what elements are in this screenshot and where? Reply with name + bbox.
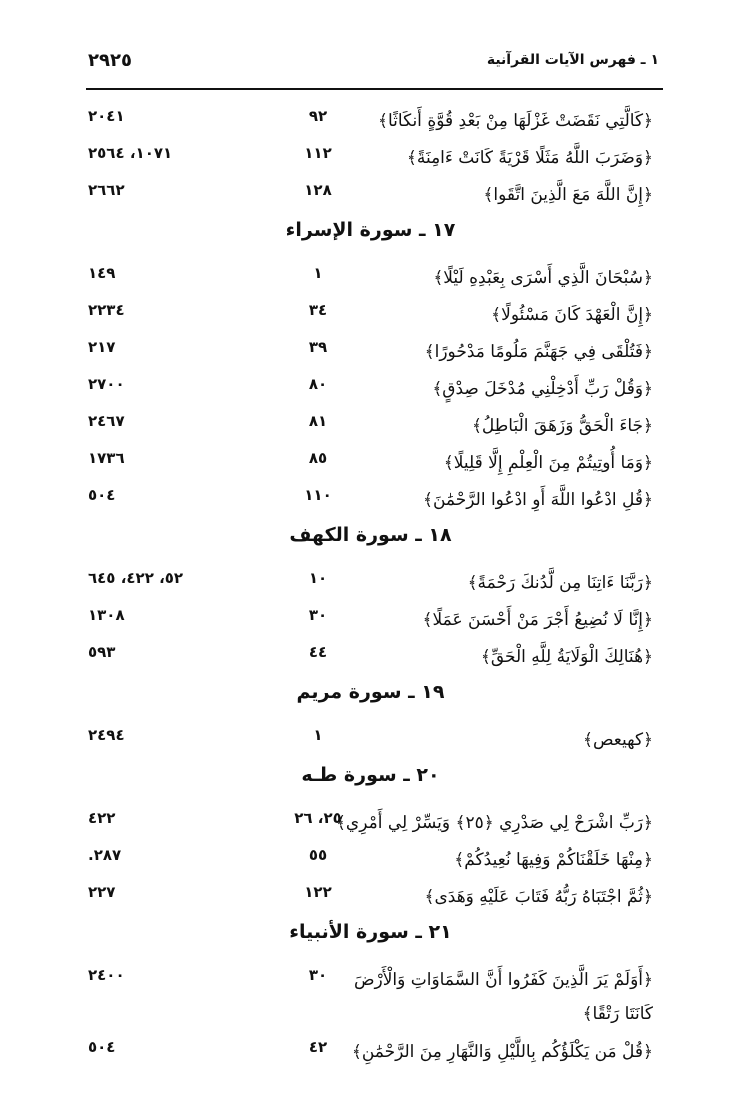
running-title: ١ ـ فهرس الآيات القرآنية	[486, 52, 659, 68]
ayah-number: ٩٢	[308, 107, 328, 125]
verse-text: ﴿وَمَا أُوتِيتُمْ مِنَ الْعِلْمِ إِلَّا قَلِيلًا﴾	[443, 453, 653, 473]
surah-title: ٢١ ـ سورة الأنبياء	[289, 921, 452, 943]
verse-text: ﴿هُنَالِكَ الْوَلَايَةُ لِلَّهِ الْحَقِّ﴾	[480, 647, 653, 667]
verse-text: ﴿قُلِ ادْعُوا اللَّهَ أَوِ ادْعُوا الرَّحْمَٰنَ﴾	[423, 490, 653, 510]
index-row	[88, 442, 653, 479]
index-row	[88, 294, 653, 331]
ayah-number: ١٢٨	[304, 181, 332, 199]
verse-text: ﴿ثُمَّ اجْتَبَاهُ رَبُّهُ فَتَابَ عَلَيْهِ وَهَدَى﴾	[424, 887, 653, 907]
index-row	[88, 876, 653, 913]
index-row	[88, 599, 653, 636]
verse-text: ﴿إِنَّا لَا نُضِيعُ أَجْرَ مَنْ أَحْسَنَ عَمَلًا﴾	[422, 610, 653, 630]
surah-heading	[88, 756, 653, 802]
ayah-number: ٤٤	[308, 643, 328, 661]
verse-text: ﴿رَبِّ اشْرَحْ لِي صَدْرِي ﴿٢٥﴾ وَيَسِّرْ لِي أَمْرِي﴾	[335, 813, 653, 833]
surah-title: ١٨ ـ سورة الكهف	[289, 524, 452, 546]
index-row	[88, 802, 653, 839]
surah-heading	[88, 211, 653, 257]
verse-index	[88, 100, 653, 1068]
hadith-reference: ٢٢٣٤	[88, 301, 125, 319]
hadith-reference: ٢٠٤١	[88, 107, 125, 125]
surah-title: ١٧ ـ سورة الإسراء	[285, 219, 456, 241]
hadith-reference: ٢٢٧	[88, 883, 116, 901]
hadith-reference: ٤٢٢	[88, 809, 116, 827]
verse-text: ﴿فَتُلْقَى فِي جَهَنَّمَ مَلُومًا مَدْحُورًا﴾	[424, 342, 653, 362]
index-row	[88, 100, 653, 137]
index-row	[88, 562, 653, 599]
ayah-number: ٣٠	[308, 606, 328, 624]
ayah-number: ١١٢	[304, 144, 332, 162]
surah-heading	[88, 913, 653, 959]
verse-text: ﴿إِنَّ اللَّهَ مَعَ الَّذِينَ اتَّقَوا﴾	[483, 185, 653, 205]
ayah-number: ٨٥	[308, 449, 328, 467]
index-row	[88, 479, 653, 516]
hadith-reference: ٥٠٤	[88, 486, 116, 504]
verse-text: ﴿قُلْ مَن يَكْلَؤُكُم بِاللَّيْلِ وَالنَّهَارِ مِنَ الرَّحْمَٰنِ﴾	[351, 1042, 653, 1062]
index-row	[88, 137, 653, 174]
verse-text: ﴿وَقُلْ رَبِّ أَدْخِلْنِي مُدْخَلَ صِدْقٍ﴾	[432, 379, 653, 399]
verse-text: ﴿إِنَّ الْعَهْدَ كَانَ مَسْئُولًا﴾	[491, 305, 653, 325]
ayah-number: ٤٢	[308, 1038, 328, 1056]
verse-text: ﴿جَاءَ الْحَقُّ وَزَهَقَ الْبَاطِلُ﴾	[471, 416, 653, 436]
ayah-number: ١	[313, 726, 323, 744]
verse-text: ﴿كهيعص﴾	[582, 730, 653, 750]
ayah-number: ٣٤	[308, 301, 328, 319]
hadith-reference: ١٣٠٨	[88, 606, 125, 624]
index-row	[88, 839, 653, 876]
index-row	[88, 174, 653, 211]
hadith-reference: ٢١٧	[88, 338, 116, 356]
hadith-reference: ١٠٧١، ٢٥٦٤	[88, 144, 173, 162]
page-header	[88, 44, 659, 84]
hadith-reference: ٢٨٧.	[88, 846, 122, 864]
ayah-number: ٢٥، ٢٦	[294, 809, 342, 827]
surah-title: ٢٠ ـ سورة طـه	[301, 764, 440, 786]
hadith-reference: ٢٧٠٠	[88, 375, 125, 393]
index-row	[88, 636, 653, 673]
verse-text: ﴿مِنْهَا خَلَقْنَاكُمْ وَفِيهَا نُعِيدُكُمْ﴾	[454, 850, 653, 870]
hadith-reference: ١٤٩	[88, 264, 116, 282]
verse-text: ﴿سُبْحَانَ الَّذِي أَسْرَى بِعَبْدِهِ لَيْلًا﴾	[433, 268, 653, 288]
hadith-reference: ٢٤٩٤	[88, 726, 125, 744]
index-row	[88, 1031, 653, 1068]
hadith-reference: ٥٠٤	[88, 1038, 116, 1056]
hadith-reference: ٢٤٠٠	[88, 966, 125, 984]
surah-heading	[88, 516, 653, 562]
ayah-number: ١	[313, 264, 323, 282]
index-row	[88, 719, 653, 756]
ayah-number: ١٠	[308, 569, 328, 587]
ayah-number: ٣٩	[308, 338, 328, 356]
index-row	[88, 257, 653, 294]
index-row	[88, 959, 653, 1031]
index-row	[88, 405, 653, 442]
hadith-reference: ٥٢، ٤٢٢، ٦٤٥	[88, 569, 184, 587]
ayah-number: ٨٠	[308, 375, 328, 393]
ayah-number: ٣٠	[308, 966, 328, 984]
page-number: ٢٩٢٥	[88, 50, 132, 71]
ayah-number: ٨١	[308, 412, 328, 430]
hadith-reference: ١٧٣٦	[88, 449, 125, 467]
index-row	[88, 331, 653, 368]
surah-title: ١٩ ـ سورة مريم	[296, 681, 445, 703]
ayah-number: ٥٥	[308, 846, 328, 864]
index-row	[88, 368, 653, 405]
verse-text: ﴿وَضَرَبَ اللَّهُ مَثَلًا قَرْيَةً كَانَتْ ءَامِنَةً﴾	[406, 148, 653, 168]
verse-text: ﴿كَالَّتِي نَقَضَتْ غَزْلَهَا مِنْ بَعْدِ قُوَّةٍ أَنكَاثًا﴾	[378, 111, 653, 131]
hadith-reference: ٢٦٦٢	[88, 181, 125, 199]
surah-heading	[88, 673, 653, 719]
ayah-number: ١١٠	[304, 486, 332, 504]
ayah-number: ١٢٢	[304, 883, 332, 901]
verse-text: ﴿أَوَلَمْ يَرَ الَّذِينَ كَفَرُوا أَنَّ السَّمَاوَاتِ وَالْأَرْضَ كَانَتَا رَتْقًا﴾	[353, 970, 653, 1024]
verse-text: ﴿رَبَّنَا ءَاتِنَا مِن لَّدُنكَ رَحْمَةً﴾	[467, 573, 653, 593]
hadith-reference: ٥٩٣	[88, 643, 116, 661]
hadith-reference: ٢٤٦٧	[88, 412, 125, 430]
header-rule	[86, 88, 663, 90]
